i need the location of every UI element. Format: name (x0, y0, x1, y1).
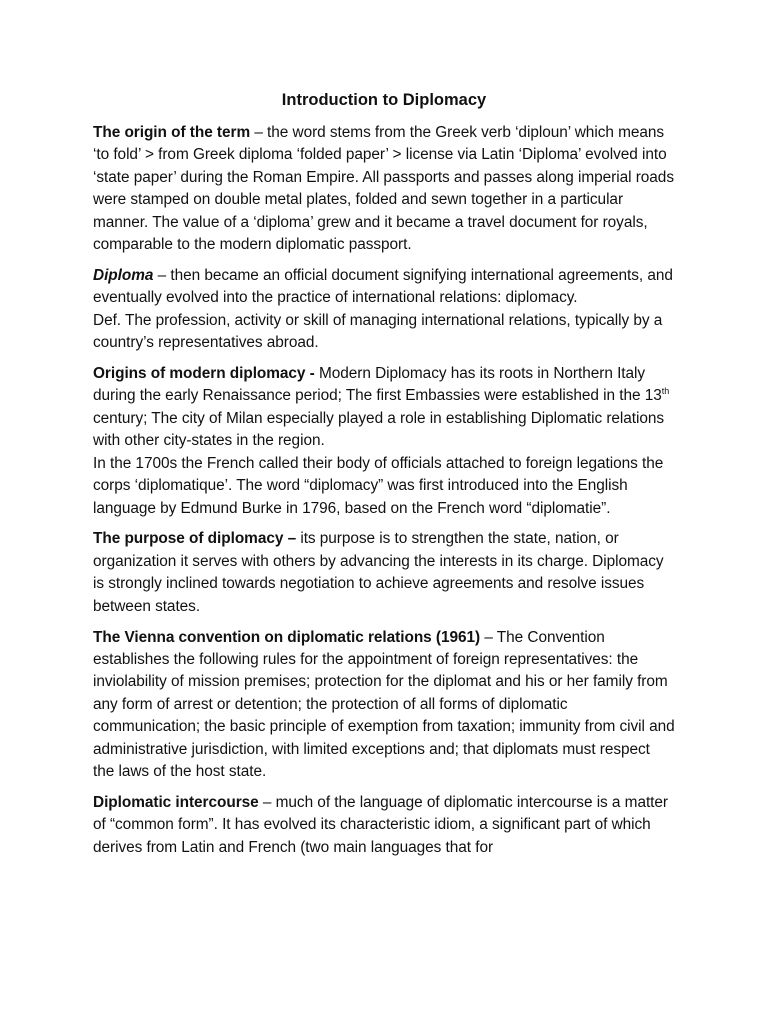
paragraph-origins-modern-diplomacy (93, 363, 675, 520)
paragraph-heading: The purpose of diplomacy – (93, 530, 297, 548)
paragraph-text: – The Convention establishes the following rules for the appointment of foreign representatives: the inviolability of mission premises; protection for the diplomat and his or her family from any form of arrest or detention; the protection of all forms of diplomatic communication; the basic principle of exemption from taxation; immunity from civil and administrative jurisdiction, with limited exceptions and; that diplomats must respect the laws of the host state. (93, 628, 675, 780)
paragraph-origin-of-term (93, 122, 675, 256)
paragraph-heading: Diploma (93, 266, 154, 284)
paragraph-heading: Origins of modern diplomacy - (93, 365, 315, 383)
paragraph-text: its purpose is to strengthen the state, nation, or organization it serves with others by advancing the interests in its charge. Diplomacy is strongly inclined towards negotiation to achieve agreements and resolve issues between states. (93, 530, 664, 615)
paragraph-text: century; The city of Milan especially played a role in establishing Diplomatic relations with other city-states in the region. (93, 409, 665, 450)
paragraph-text: – much of the language of diplomatic intercourse is a matter of “common form”. It has evolved its characteristic idiom, a significant part of which derives from Latin and French (two main languages that for (93, 793, 668, 856)
superscript: th (661, 386, 670, 397)
paragraph-diploma (93, 265, 675, 355)
paragraph-purpose (93, 528, 675, 618)
paragraph-text: – the word stems from the Greek verb ‘diploun’ which means ‘to fold’ > from Greek diploma ‘folded paper’ > license via Latin ‘Diploma’ evolved into ‘state paper’ during the Roman Empire. All passports and passes along imperial roads were stamped on double metal plates, folded and sewn together in a particular manner. The value of a ‘diploma’ grew and it became a travel document for royals, comparable to the modern diplomatic passport. (93, 124, 674, 254)
paragraph-heading: The Vienna convention on diplomatic relations (1961) (93, 628, 481, 646)
paragraph-heading: The origin of the term (93, 124, 251, 141)
paragraph-vienna-convention (93, 627, 675, 784)
page-title: Introduction to Diplomacy (281, 91, 487, 109)
paragraph-heading: Diplomatic intercourse (93, 793, 259, 811)
paragraph-diplomatic-intercourse (93, 792, 675, 859)
paragraph-text: – then became an official document signifying international agreements, and eventually evolved into the practice of international relations: diplomacy. (93, 266, 673, 307)
paragraph-text: Modern Diplomacy has its roots in Northern Italy during the early Renaissance period; The first Embassies were established in the 13 (93, 365, 662, 405)
paragraph-text-continued: In the 1700s the French called their body of officials attached to foreign legations the corps ‘diplomatique’. The word “diplomacy” was first introduced into the English language by Edmund Burke in 1796, based on the French word “diplomatie”. (93, 454, 664, 517)
definition-text: Def. The profession, activity or skill of managing international relations, typically by a country’s representatives abroad. (93, 311, 663, 352)
